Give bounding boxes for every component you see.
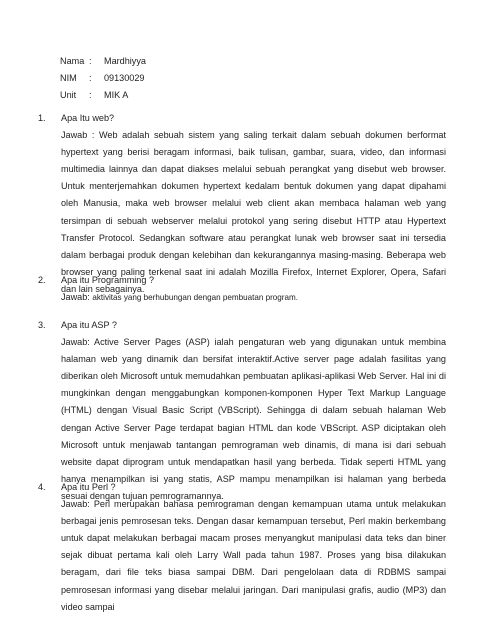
question-number: 3. (38, 320, 46, 330)
identity-value: MIK A (104, 90, 129, 100)
identity-value: 09130029 (104, 73, 145, 83)
answer-text: Jawab: Perl merupakan bahasa pemrograman dengan kemampuan utama untuk melakukan berbagai jenis pemrosesan teks. Dengan dasar kemampuan tersebut, Perl makin berkembang untuk dapat melakukan berbagai macam proses menyangkut manipulasi data teks dan biner sejak dibuat pertama kali oleh Larry Wall pada tahun 1987. Proses yang bisa dilakukan beragam, dari file teks biasa sampai DBM. Dari pengelolaan data di RDBMS sampai pemrosesan informasi yang disebar melalui jaringan. Dari manipulasi grafis, audio (MP3) dan video sampai (61, 499, 446, 612)
identity-label: Unit (60, 90, 77, 100)
identity-separator: : (89, 73, 92, 83)
identity-value: Mardhiyya (104, 56, 146, 66)
question-number: 1. (38, 113, 46, 123)
identity-label: Nama (60, 56, 85, 66)
question-number: 2. (38, 275, 46, 285)
question-number: 4. (38, 482, 46, 492)
question-text: Apa itu Perl ? (61, 482, 116, 492)
answer-text: Jawab: Active Server Pages (ASP) ialah pengaturan web yang digunakan untuk membina halaman web yang dinamik dan bersifat interaktif.Active server page adalah fasilitas yang diberikan oleh Microsoft untuk memudahkan pembuatan aplikasi-aplikasi Web Server. Hal ini di mungkinkan dengan menggabungkan komponen-komponen Hyper Text Markup Language (HTML) dengan Visual Basic Script (VBScript). Sehingga di dalam sebuah halaman Web dengan Active Server Page terdapat bagian HTML dan kode VBScript. ASP diciptakan oleh Microsoft untuk menjawab tantangan pemrograman web dinamis, di mana isi dari sebuah website dapat diprogram untuk mendapatkan hasil yang berbeda. Tidak seperti HTML yang hanya menampilkan isi yang statis, ASP mampu menampilkan isi halaman yang berbeda sesuai dengan tujuan pemrogramannya. (61, 337, 446, 501)
identity-separator: : (89, 90, 92, 100)
identity-separator: : (89, 56, 92, 66)
question-block-2 (38, 272, 446, 306)
question-block-3 (38, 317, 446, 505)
question-heading (38, 272, 446, 289)
question-text: Apa Itu web? (61, 113, 115, 123)
answer-text: Jawab : Web adalah sebuah sistem yang saling terkait dalam sebuah dokumen berformat hypertext yang berisi beragam informasi, baik tulisan, gambar, suara, video, dan informasi multimedia lainnya dan dapat diakses melalui sebuah perangkat yang disebut web browser. Untuk menterjemahkan dokumen hypertext kedalam bentuk dokumen yang dapat dipahami oleh Manusia, maka web browser melalui web client akan membaca halaman web yang tersimpan di sebuah webserver melalui protokol yang sering disebut HTTP atau Hypertext Transfer Protocol. Sedangkan software atau perangkat lunak web browser saat ini tersedia dalam berbagai produk dengan kelebihan dan kekurangannya masing-masing. Beberapa web browser yang paling terkenal saat ini adalah Mozilla Firefox, Internet Explorer, Opera, Safari dan lain sebagainya. (61, 130, 446, 294)
question-heading (38, 110, 446, 127)
identity-row-nim (60, 70, 146, 87)
identity-label: NIM (60, 73, 77, 83)
question-heading (38, 317, 446, 334)
question-text: Apa itu ASP ? (61, 320, 117, 330)
identity-row-name (60, 53, 146, 70)
identity-row-unit (60, 87, 146, 104)
question-block-4 (38, 479, 446, 616)
answer-prefix: Jawab: (61, 292, 90, 303)
answer-text: aktivitas yang berhubungan dengan pembuatan program. (92, 293, 298, 303)
student-identity (60, 53, 146, 104)
question-block-1 (38, 110, 446, 298)
question-heading (38, 479, 446, 496)
answer-paragraph (61, 289, 446, 306)
question-text: Apa itu Programming ? (61, 275, 155, 285)
